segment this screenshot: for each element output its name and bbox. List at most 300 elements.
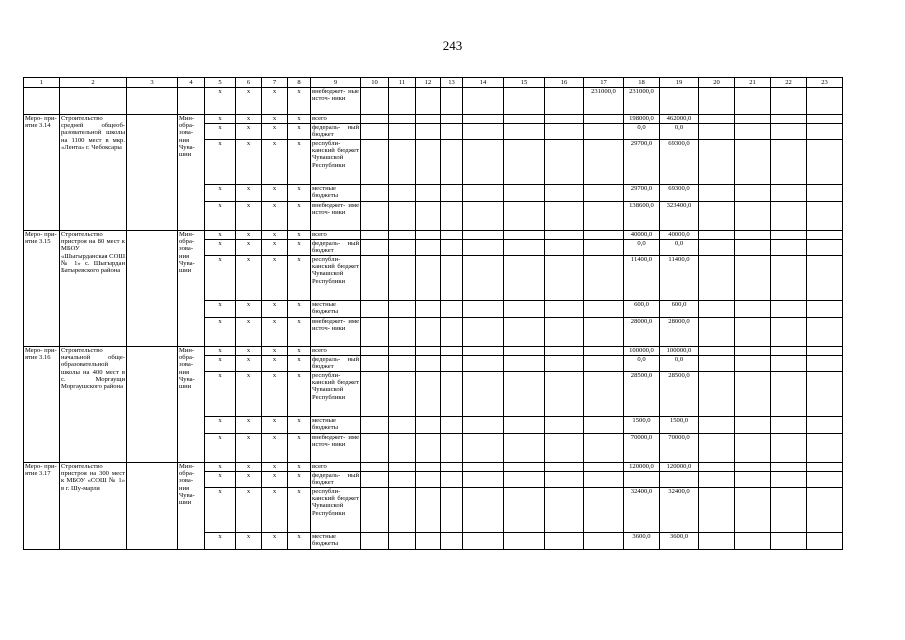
empty-cell <box>660 88 699 115</box>
x-mark: x <box>205 202 236 231</box>
value-col18: 0,0 <box>624 124 660 140</box>
empty-cell <box>389 488 416 533</box>
x-mark: x <box>288 356 311 372</box>
empty-cell <box>771 318 807 347</box>
empty-cell <box>504 240 545 256</box>
x-mark: x <box>205 488 236 533</box>
column-number: 8 <box>288 78 311 88</box>
column-number: 2 <box>60 78 127 88</box>
measure-title: Строительство средней общеоб-разовательной школы на 1100 мест в мкр. «Лента» г. Чебоксары <box>60 115 127 231</box>
empty-cell <box>441 202 463 231</box>
x-mark: x <box>288 417 311 434</box>
empty-cell <box>699 231 735 240</box>
empty-cell <box>735 347 771 356</box>
column-number: 1 <box>24 78 60 88</box>
x-mark: x <box>262 256 288 301</box>
empty-cell <box>504 463 545 472</box>
x-mark: x <box>205 88 236 115</box>
source-label: местные бюджеты <box>311 417 361 434</box>
empty-cell <box>60 88 127 115</box>
x-mark: x <box>288 488 311 533</box>
empty-cell <box>771 488 807 533</box>
empty-cell <box>807 140 843 185</box>
empty-cell <box>699 185 735 202</box>
source-label: внебюджет- име источ- ники <box>311 202 361 231</box>
empty-cell <box>545 434 584 463</box>
source-label: всего <box>311 231 361 240</box>
source-label: всего <box>311 347 361 356</box>
x-mark: x <box>236 301 262 318</box>
x-mark: x <box>205 347 236 356</box>
x-mark: x <box>236 256 262 301</box>
x-mark: x <box>262 417 288 434</box>
value-col17: 231000,0 <box>584 88 624 115</box>
empty-cell <box>807 88 843 115</box>
empty-cell <box>389 434 416 463</box>
empty-cell <box>441 301 463 318</box>
empty-cell <box>735 240 771 256</box>
value-col19: 40000,0 <box>660 231 699 240</box>
value-col19: 70000,0 <box>660 434 699 463</box>
empty-cell <box>771 356 807 372</box>
empty-cell <box>441 372 463 417</box>
empty-cell <box>361 185 389 202</box>
source-label: республи- канский бюджет Чувашской Республики <box>311 372 361 417</box>
empty-cell <box>771 115 807 124</box>
empty-cell <box>389 463 416 472</box>
empty-cell <box>584 231 624 240</box>
column-number: 11 <box>389 78 416 88</box>
x-mark: x <box>262 434 288 463</box>
empty-cell <box>441 140 463 185</box>
empty-cell <box>127 88 178 115</box>
empty-cell <box>807 202 843 231</box>
ministry-label: Мин- обра- зова- ния Чува- шии <box>178 231 205 347</box>
table-row <box>24 88 843 115</box>
empty-cell <box>178 88 205 115</box>
empty-cell <box>504 115 545 124</box>
empty-cell <box>771 256 807 301</box>
empty-cell <box>361 88 389 115</box>
column-number: 19 <box>660 78 699 88</box>
x-mark: x <box>205 463 236 472</box>
empty-cell <box>441 231 463 240</box>
x-mark: x <box>205 140 236 185</box>
x-mark: x <box>262 372 288 417</box>
empty-cell <box>416 140 441 185</box>
empty-cell <box>584 318 624 347</box>
empty-cell <box>389 417 416 434</box>
empty-cell <box>545 417 584 434</box>
empty-cell <box>807 356 843 372</box>
empty-cell <box>699 372 735 417</box>
empty-cell <box>504 185 545 202</box>
source-label: республи- канский бюджет Чувашской Республики <box>311 488 361 533</box>
x-mark: x <box>262 185 288 202</box>
empty-cell <box>735 115 771 124</box>
empty-cell <box>584 434 624 463</box>
empty-cell <box>441 115 463 124</box>
column-number: 7 <box>262 78 288 88</box>
empty-cell <box>699 347 735 356</box>
empty-cell <box>416 356 441 372</box>
empty-cell <box>361 124 389 140</box>
empty-cell <box>127 347 178 463</box>
empty-cell <box>441 185 463 202</box>
measure-id: Меро- при- ятие 3.17 <box>24 463 60 550</box>
empty-cell <box>361 202 389 231</box>
x-mark: x <box>236 240 262 256</box>
x-mark: x <box>205 240 236 256</box>
empty-cell <box>584 533 624 550</box>
empty-cell <box>389 240 416 256</box>
x-mark: x <box>236 533 262 550</box>
empty-cell <box>416 115 441 124</box>
value-col18: 138600,0 <box>624 202 660 231</box>
empty-cell <box>735 463 771 472</box>
empty-cell <box>699 434 735 463</box>
empty-cell <box>545 240 584 256</box>
empty-cell <box>545 356 584 372</box>
empty-cell <box>504 88 545 115</box>
value-col19: 0,0 <box>660 356 699 372</box>
empty-cell <box>771 231 807 240</box>
value-col18: 11400,0 <box>624 256 660 301</box>
empty-cell <box>807 124 843 140</box>
x-mark: x <box>205 434 236 463</box>
empty-cell <box>545 124 584 140</box>
empty-cell <box>545 140 584 185</box>
x-mark: x <box>262 472 288 488</box>
table-row <box>24 115 843 124</box>
x-mark: x <box>236 124 262 140</box>
empty-cell <box>807 463 843 472</box>
value-col19: 462000,0 <box>660 115 699 124</box>
empty-cell <box>545 202 584 231</box>
empty-cell <box>441 347 463 356</box>
empty-cell <box>584 488 624 533</box>
empty-cell <box>361 318 389 347</box>
empty-cell <box>807 533 843 550</box>
empty-cell <box>389 533 416 550</box>
empty-cell <box>441 463 463 472</box>
empty-cell <box>416 240 441 256</box>
x-mark: x <box>236 347 262 356</box>
empty-cell <box>771 533 807 550</box>
empty-cell <box>584 115 624 124</box>
empty-cell <box>807 240 843 256</box>
ministry-label: Мин- обра- зова- ния Чува- шии <box>178 347 205 463</box>
empty-cell <box>504 434 545 463</box>
value-col18: 29700,0 <box>624 185 660 202</box>
value-col18 <box>624 472 660 488</box>
empty-cell <box>771 240 807 256</box>
x-mark: x <box>262 318 288 347</box>
empty-cell <box>735 488 771 533</box>
column-number: 5 <box>205 78 236 88</box>
empty-cell <box>463 185 504 202</box>
x-mark: x <box>205 417 236 434</box>
empty-cell <box>699 463 735 472</box>
x-mark: x <box>236 434 262 463</box>
empty-cell <box>735 301 771 318</box>
value-col19: 69300,0 <box>660 140 699 185</box>
empty-cell <box>416 256 441 301</box>
empty-cell <box>699 140 735 185</box>
empty-cell <box>735 185 771 202</box>
empty-cell <box>127 115 178 231</box>
value-col18: 600,0 <box>624 301 660 318</box>
empty-cell <box>504 202 545 231</box>
empty-cell <box>416 301 441 318</box>
empty-cell <box>735 533 771 550</box>
empty-cell <box>545 472 584 488</box>
x-mark: x <box>288 318 311 347</box>
empty-cell <box>463 417 504 434</box>
empty-cell <box>389 88 416 115</box>
empty-cell <box>771 185 807 202</box>
empty-cell <box>504 533 545 550</box>
empty-cell <box>699 301 735 318</box>
x-mark: x <box>288 472 311 488</box>
x-mark: x <box>262 202 288 231</box>
source-label: внебюджет- име источ- ники <box>311 318 361 347</box>
empty-cell <box>584 185 624 202</box>
x-mark: x <box>288 185 311 202</box>
column-number: 18 <box>624 78 660 88</box>
empty-cell <box>389 318 416 347</box>
empty-cell <box>416 231 441 240</box>
program-table <box>23 77 843 550</box>
ministry-label: Мин- обра- зова- ния Чува- шии <box>178 115 205 231</box>
empty-cell <box>441 417 463 434</box>
empty-cell <box>807 301 843 318</box>
empty-cell <box>504 301 545 318</box>
empty-cell <box>584 347 624 356</box>
empty-cell <box>807 417 843 434</box>
empty-cell <box>545 115 584 124</box>
empty-cell <box>771 347 807 356</box>
x-mark: x <box>262 356 288 372</box>
value-col18: 0,0 <box>624 240 660 256</box>
column-number: 9 <box>311 78 361 88</box>
x-mark: x <box>288 231 311 240</box>
empty-cell <box>807 256 843 301</box>
x-mark: x <box>205 301 236 318</box>
empty-cell <box>504 318 545 347</box>
table-row <box>24 463 843 472</box>
empty-cell <box>699 115 735 124</box>
empty-cell <box>463 463 504 472</box>
value-col18: 40000,0 <box>624 231 660 240</box>
x-mark: x <box>205 318 236 347</box>
measure-id: Меро- при- ятие 3.14 <box>24 115 60 231</box>
value-col18: 70000,0 <box>624 434 660 463</box>
empty-cell <box>807 115 843 124</box>
value-col18: 231000,0 <box>624 88 660 115</box>
empty-cell <box>441 124 463 140</box>
x-mark: x <box>262 347 288 356</box>
empty-cell <box>771 202 807 231</box>
source-label: местные бюджеты <box>311 185 361 202</box>
empty-cell <box>389 472 416 488</box>
empty-cell <box>361 115 389 124</box>
x-mark: x <box>236 318 262 347</box>
empty-cell <box>463 202 504 231</box>
source-label: федераль- ный бюджет <box>312 472 359 487</box>
empty-cell <box>463 488 504 533</box>
empty-cell <box>463 88 504 115</box>
value-col18: 198000,0 <box>624 115 660 124</box>
empty-cell <box>504 488 545 533</box>
x-mark: x <box>236 202 262 231</box>
empty-cell <box>807 372 843 417</box>
empty-cell <box>416 318 441 347</box>
x-mark: x <box>288 301 311 318</box>
empty-cell <box>699 202 735 231</box>
source-label: всего <box>311 463 361 472</box>
empty-cell <box>389 115 416 124</box>
empty-cell <box>389 185 416 202</box>
empty-cell <box>807 472 843 488</box>
empty-cell <box>771 88 807 115</box>
value-col19: 28500,0 <box>660 372 699 417</box>
empty-cell <box>463 115 504 124</box>
x-mark: x <box>288 124 311 140</box>
x-mark: x <box>288 240 311 256</box>
empty-cell <box>545 256 584 301</box>
ministry-label: Мин- обра- зова- ния Чува- шии <box>178 463 205 550</box>
measure-id: Меро- при- ятие 3.16 <box>24 347 60 463</box>
source-label: федераль- ный бюджет <box>312 356 359 371</box>
empty-cell <box>584 356 624 372</box>
empty-cell <box>807 231 843 240</box>
value-col19: 69300,0 <box>660 185 699 202</box>
value-col18: 100000,0 <box>624 347 660 356</box>
empty-cell <box>699 318 735 347</box>
empty-cell <box>584 240 624 256</box>
empty-cell <box>699 124 735 140</box>
value-col19: 1500,0 <box>660 417 699 434</box>
source-label: внебюджет- ные источ- ники <box>311 88 361 115</box>
empty-cell <box>361 533 389 550</box>
empty-cell <box>735 88 771 115</box>
x-mark: x <box>262 240 288 256</box>
empty-cell <box>389 301 416 318</box>
x-mark: x <box>205 356 236 372</box>
empty-cell <box>441 533 463 550</box>
empty-cell <box>584 256 624 301</box>
empty-cell <box>735 472 771 488</box>
empty-cell <box>735 356 771 372</box>
value-col19: 0,0 <box>660 240 699 256</box>
empty-cell <box>441 318 463 347</box>
empty-cell <box>361 240 389 256</box>
value-col18: 28500,0 <box>624 372 660 417</box>
empty-cell <box>545 301 584 318</box>
value-col19: 3600,0 <box>660 533 699 550</box>
empty-cell <box>735 417 771 434</box>
value-col18: 120000,0 <box>624 463 660 472</box>
column-number: 13 <box>441 78 463 88</box>
empty-cell <box>463 434 504 463</box>
empty-cell <box>735 372 771 417</box>
x-mark: x <box>205 533 236 550</box>
empty-cell <box>463 140 504 185</box>
empty-cell <box>463 256 504 301</box>
empty-cell <box>361 256 389 301</box>
empty-cell <box>699 417 735 434</box>
empty-cell <box>463 231 504 240</box>
empty-cell <box>504 472 545 488</box>
empty-cell <box>735 434 771 463</box>
empty-cell <box>416 417 441 434</box>
column-number: 10 <box>361 78 389 88</box>
x-mark: x <box>288 434 311 463</box>
x-mark: x <box>236 417 262 434</box>
empty-cell <box>416 463 441 472</box>
empty-cell <box>771 434 807 463</box>
empty-cell <box>545 488 584 533</box>
source-label: внебюджет- име источ- ники <box>311 434 361 463</box>
empty-cell <box>735 140 771 185</box>
column-number: 12 <box>416 78 441 88</box>
empty-cell <box>463 356 504 372</box>
empty-cell <box>463 240 504 256</box>
empty-cell <box>441 488 463 533</box>
value-col18: 29700,0 <box>624 140 660 185</box>
column-number: 14 <box>463 78 504 88</box>
x-mark: x <box>236 231 262 240</box>
empty-cell <box>463 318 504 347</box>
source-label: республи- канский бюджет Чувашской Республики <box>311 140 361 185</box>
column-number: 23 <box>807 78 843 88</box>
empty-cell <box>361 463 389 472</box>
x-mark: x <box>262 488 288 533</box>
value-col18: 0,0 <box>624 356 660 372</box>
empty-cell <box>441 434 463 463</box>
x-mark: x <box>288 533 311 550</box>
empty-cell <box>416 533 441 550</box>
empty-cell <box>463 472 504 488</box>
empty-cell <box>584 124 624 140</box>
empty-cell <box>584 202 624 231</box>
empty-cell <box>441 240 463 256</box>
value-col19: 0,0 <box>660 124 699 140</box>
x-mark: x <box>288 115 311 124</box>
empty-cell <box>389 347 416 356</box>
empty-cell <box>504 140 545 185</box>
x-mark: x <box>288 202 311 231</box>
table-row <box>24 231 843 240</box>
empty-cell <box>504 256 545 301</box>
empty-cell <box>545 347 584 356</box>
column-number: 21 <box>735 78 771 88</box>
empty-cell <box>416 488 441 533</box>
x-mark: x <box>236 185 262 202</box>
empty-cell <box>416 434 441 463</box>
x-mark: x <box>205 185 236 202</box>
value-col18: 3600,0 <box>624 533 660 550</box>
value-col19: 600,0 <box>660 301 699 318</box>
value-col18: 32400,0 <box>624 488 660 533</box>
x-mark: x <box>205 256 236 301</box>
measure-title: Строительство начальной обще-образовательной школы на 400 мест в с. Моргаущи Моргаушского района <box>60 347 127 463</box>
x-mark: x <box>288 347 311 356</box>
header-row <box>24 78 843 88</box>
source-label: республи- канский бюджет Чувашской Республики <box>311 256 361 301</box>
empty-cell <box>584 140 624 185</box>
